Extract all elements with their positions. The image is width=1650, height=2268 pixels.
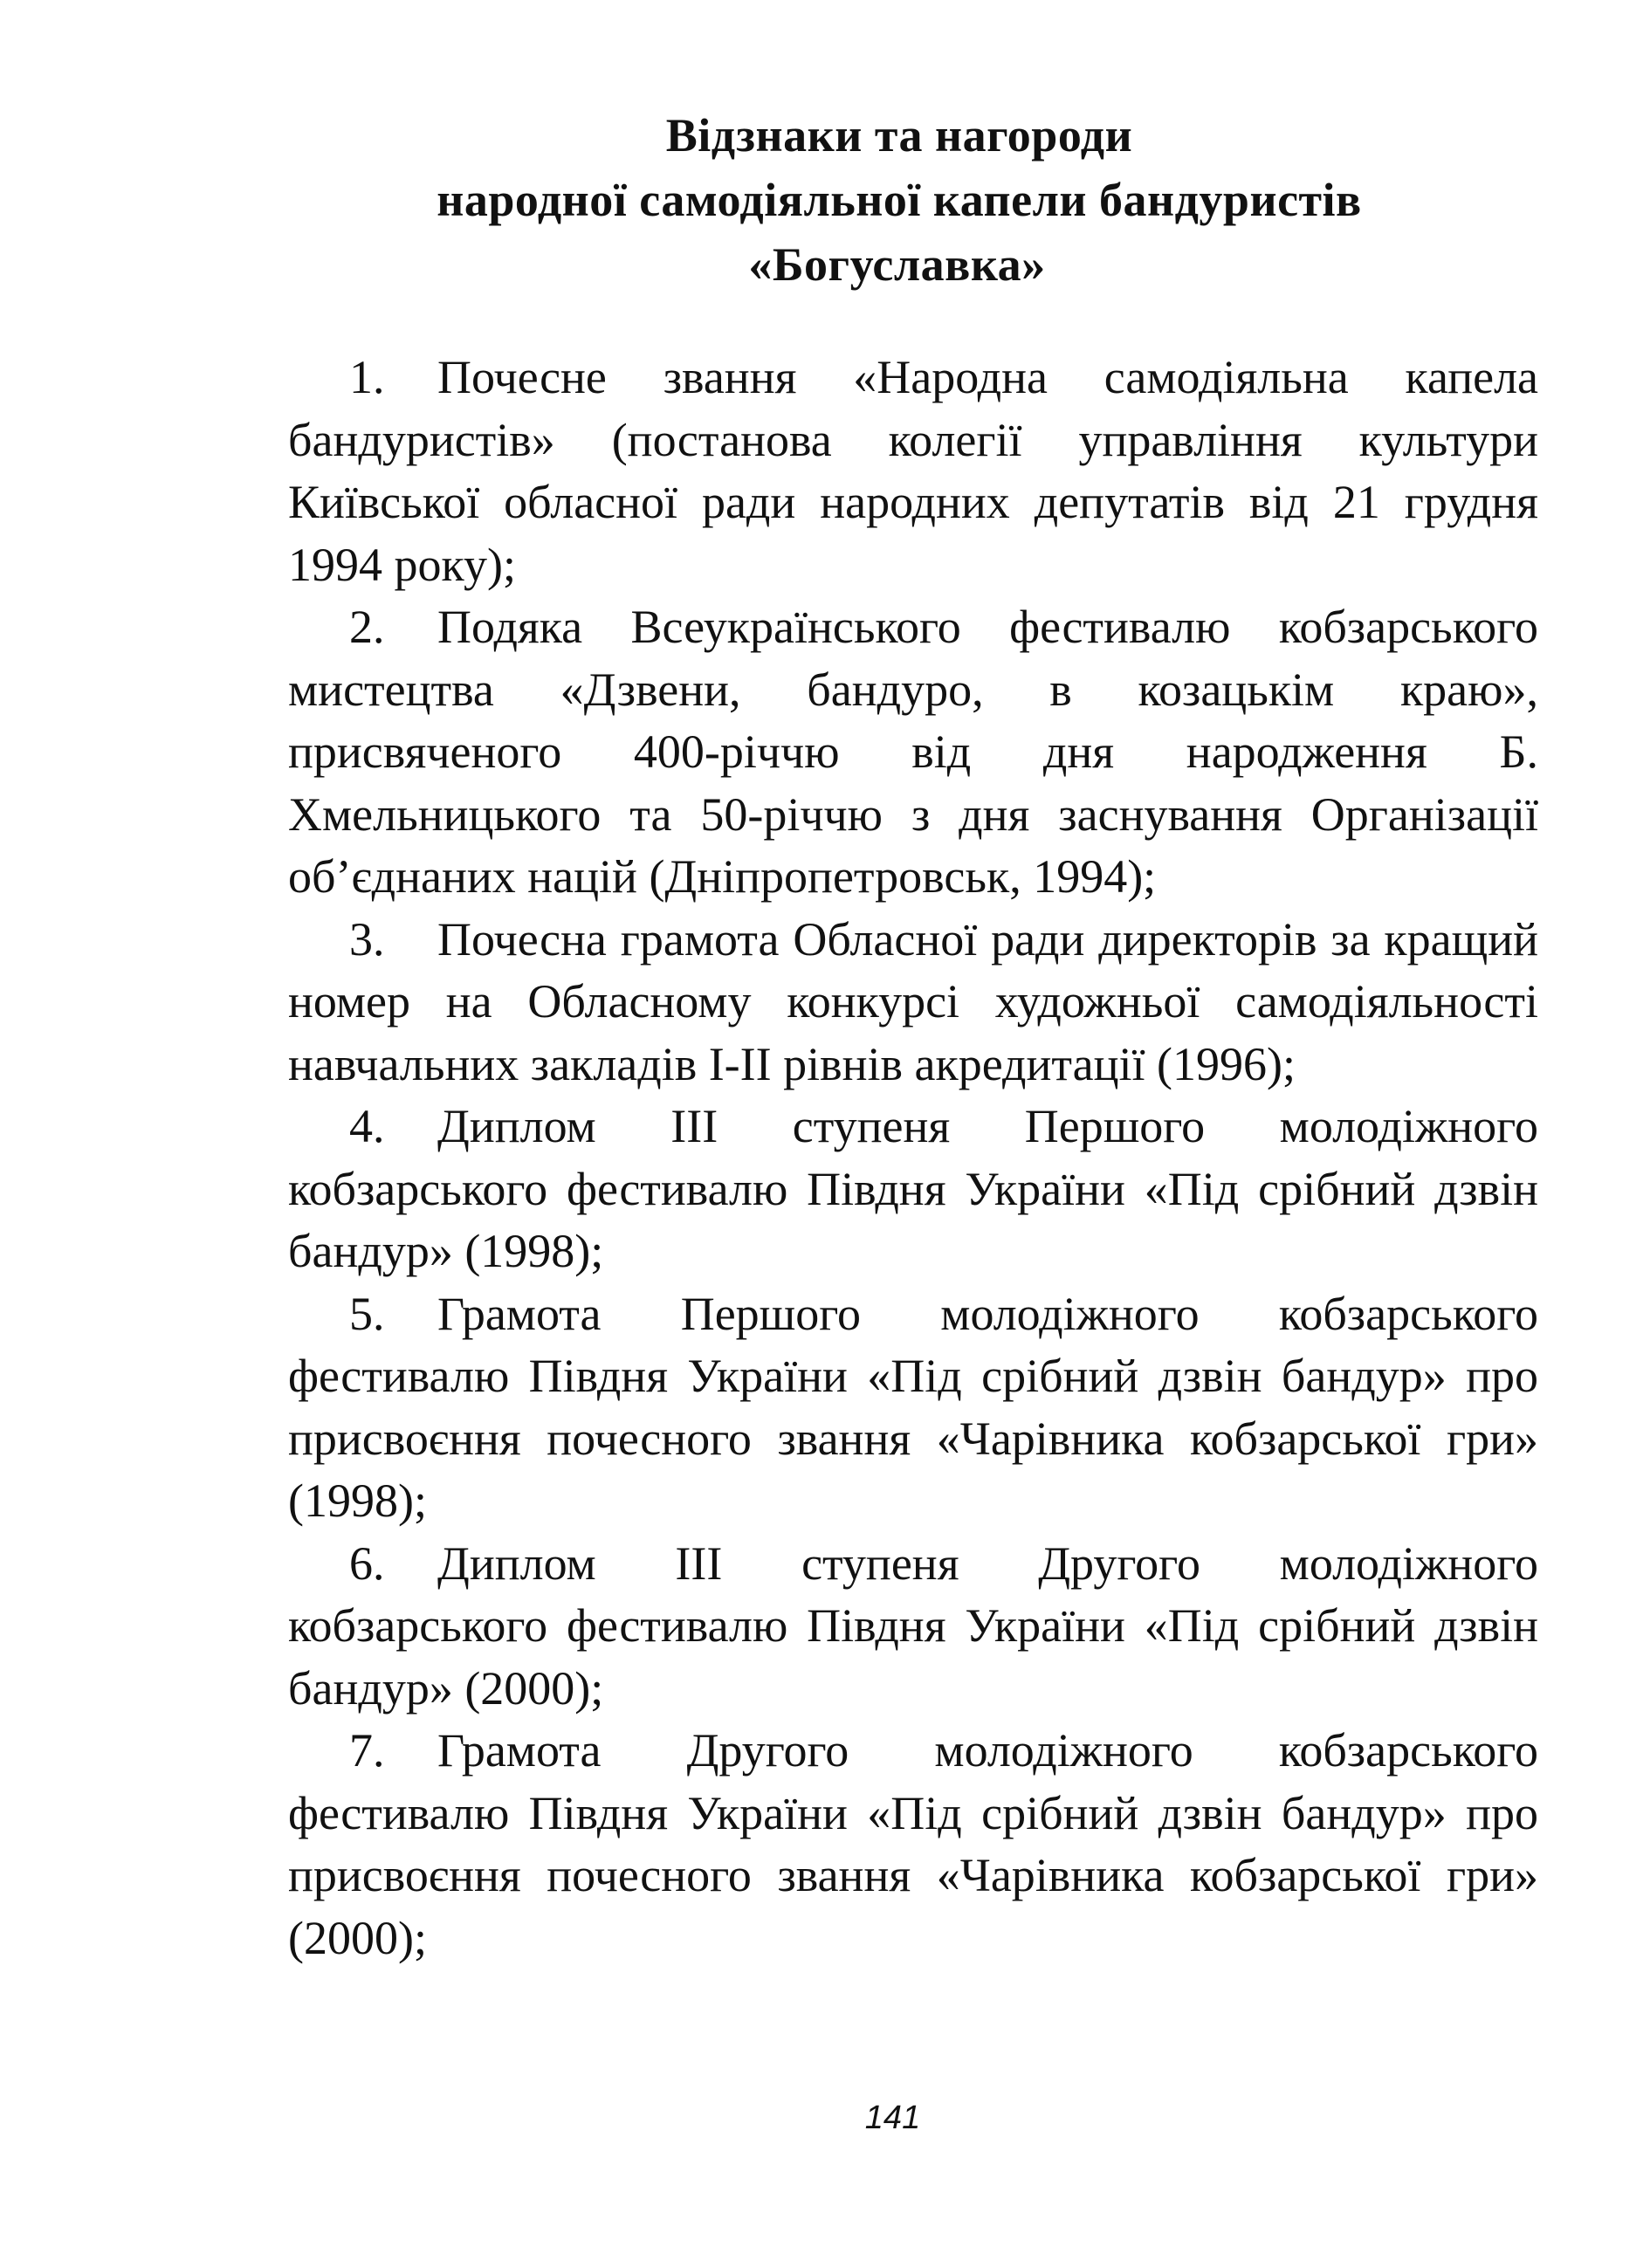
item-text: Почесна грамота Обласної ради директорів за кращий номер на Обласному конкурсі художньої самодіяльності навчальних закладів I-II рівнів акредитації (1996); [288, 912, 1538, 1090]
item-text: Почесне звання «Народна самодіяльна капела бандуристів» (постанова колегії управління культури Київської обласної ради народних депутатів від 21 грудня 1994 року); [288, 351, 1538, 591]
awards-list [288, 347, 1538, 1969]
item-number: 4. [349, 1100, 385, 1152]
title-line-3: «Богуславка» [748, 238, 1046, 291]
list-item [288, 1720, 1538, 1969]
page-number: 141 [864, 2100, 921, 2136]
list-item [288, 1533, 1538, 1721]
item-text: Подяка Всеукраїнського фестивалю кобзарського мистецтва «Дзвени, бандуро, в козацькім краю», присвяченого 400-річчю від дня народження Б. Хмельницького та 50-річчю з дня заснування Організації об’єднаних націй (Дніпропетровськ, 1994); [288, 601, 1538, 903]
list-item [288, 347, 1538, 596]
item-number: 7. [349, 1724, 385, 1777]
item-text: Диплом III ступеня Першого молодіжного кобзарського фестивалю Півдня України «Під срібний дзвін бандур» (1998); [288, 1100, 1538, 1277]
page-title [0, 103, 1650, 297]
item-text: Грамота Другого молодіжного кобзарського фестивалю Півдня України «Під срібний дзвін бандур» про присвоєння почесного звання «Чарівника кобзарської гри» (2000); [288, 1724, 1538, 1964]
item-number: 5. [349, 1287, 385, 1340]
item-text: Диплом III ступеня Другого молодіжного кобзарського фестивалю Півдня України «Під срібний дзвін бандур» (2000); [288, 1536, 1538, 1715]
list-item [288, 909, 1538, 1096]
item-number: 2. [349, 601, 385, 653]
list-item [288, 1096, 1538, 1283]
item-number: 6. [349, 1536, 385, 1590]
title-line-1: Відзнаки та нагороди [665, 109, 1133, 162]
list-item [288, 1283, 1538, 1533]
item-number: 3. [349, 912, 385, 966]
title-line-2: народної самодіяльної капели бандуристів [437, 174, 1362, 226]
item-number: 1. [349, 351, 385, 403]
list-item [288, 596, 1538, 909]
item-text: Грамота Першого молодіжного кобзарського фестивалю Півдня України «Під срібний дзвін бандур» про присвоєння почесного звання «Чарівника кобзарської гри» (1998); [288, 1287, 1538, 1527]
